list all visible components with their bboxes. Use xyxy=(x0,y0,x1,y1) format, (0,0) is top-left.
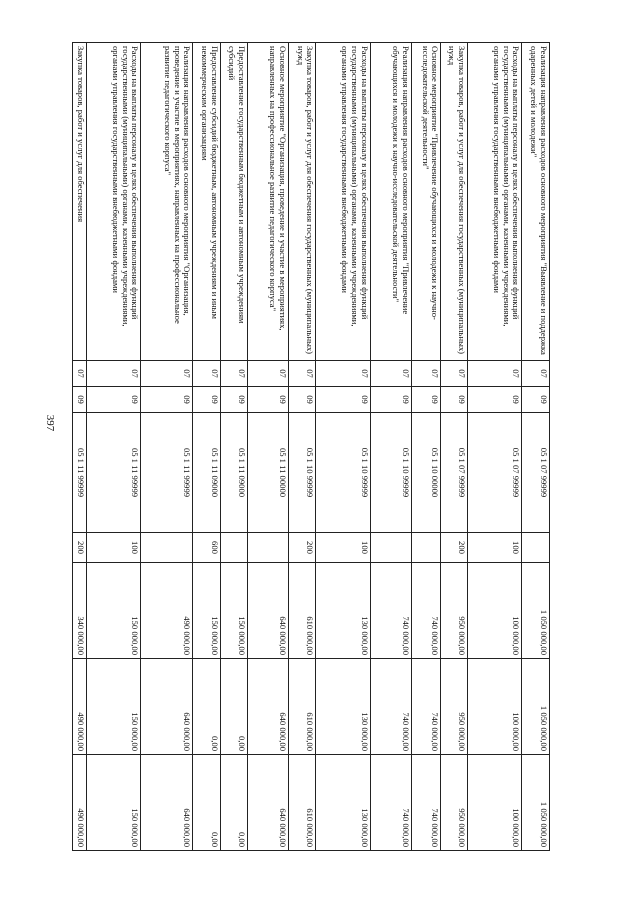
row-amount-1: 150 000,00 xyxy=(193,563,221,659)
row-amount-3: 100 000,00 xyxy=(468,755,522,851)
row-amount-2: 0,00 xyxy=(193,659,221,755)
row-name: Предоставление субсидий бюджетным, автономным учреждениям и иным некоммерческим организациям xyxy=(193,43,221,361)
row-name: Расходы на выплаты персоналу в целях обеспечения выполнения функций государственными (муниципальными) органами, казенными учреждениями, органами управления государственными внебюджетными фондами xyxy=(316,43,370,361)
row-section: 07 xyxy=(468,361,522,387)
row-amount-1: 950 000,00 xyxy=(441,563,468,659)
row-name: Реализация направления расходов основного мероприятия "Привлечение обучающихся и молодежи к научно-исследовательской деятельности" xyxy=(370,43,411,361)
row-amount-3: 150 000,00 xyxy=(87,755,141,851)
row-section: 07 xyxy=(141,361,193,387)
row-amount-2: 100 000,00 xyxy=(468,659,522,755)
row-section: 07 xyxy=(247,361,288,387)
row-amount-2: 950 000,00 xyxy=(441,659,468,755)
row-target-code: 05 1 07 99999 xyxy=(468,413,522,533)
row-amount-2: 640 000,00 xyxy=(247,659,288,755)
row-amount-3: 490 000,00 xyxy=(73,755,87,851)
row-section: 07 xyxy=(522,361,550,387)
table-row xyxy=(370,43,411,851)
row-target-code: 05 1 10 99999 xyxy=(316,413,370,533)
row-target-code: 05 1 07 99999 xyxy=(522,413,550,533)
table-row xyxy=(316,43,370,851)
row-amount-2: 1 050 000,00 xyxy=(522,659,550,755)
row-amount-1: 150 000,00 xyxy=(221,563,248,659)
row-target-code: 05 1 11 99999 xyxy=(73,413,87,533)
row-target-code: 05 1 11 99999 xyxy=(141,413,193,533)
row-subsection: 09 xyxy=(221,387,248,413)
row-subsection: 09 xyxy=(411,387,441,413)
row-amount-1: 150 000,00 xyxy=(87,563,141,659)
row-amount-2: 150 000,00 xyxy=(87,659,141,755)
row-subsection: 09 xyxy=(87,387,141,413)
row-expense-type: 200 xyxy=(288,533,316,563)
row-subsection: 09 xyxy=(73,387,87,413)
row-section: 07 xyxy=(87,361,141,387)
row-amount-2: 490 000,00 xyxy=(73,659,87,755)
table-row xyxy=(441,43,468,851)
row-section: 07 xyxy=(411,361,441,387)
row-name: Предоставление государственным бюджетным и автономным учреждениям субсидий xyxy=(221,43,248,361)
row-amount-3: 950 000,00 xyxy=(441,755,468,851)
row-name: Расходы на выплаты персоналу в целях обеспечения выполнения функций государственными (муниципальными) органами, казенными учреждениями, органами управления государственными внебюджетными фондами xyxy=(468,43,522,361)
table-row xyxy=(141,43,193,851)
rotated-page xyxy=(72,42,550,850)
table-row xyxy=(193,43,221,851)
row-name: Основное мероприятие "Организация, проведение и участие в мероприятиях, направленных на профессиональное развитие педагогического корпуса" xyxy=(247,43,288,361)
row-subsection: 09 xyxy=(522,387,550,413)
row-section: 07 xyxy=(221,361,248,387)
row-name: Закупка товаров, работ и услуг для обеспечения государственных (муниципальных) нужд xyxy=(441,43,468,361)
row-amount-3: 740 000,00 xyxy=(411,755,441,851)
row-name: Основное мероприятие "Привлечение обучающихся и молодежи к научно-исследовательской деятельности" xyxy=(411,43,441,361)
row-target-code: 05 1 10 00000 xyxy=(411,413,441,533)
row-name: Реализация направления расходов основного мероприятия "Организация, проведение и участие в мероприятиях, направленных на профессиональное развитие педагогического корпуса" xyxy=(141,43,193,361)
row-target-code: 05 1 11 09000 xyxy=(193,413,221,533)
row-subsection: 09 xyxy=(370,387,411,413)
row-expense-type xyxy=(411,533,441,563)
row-amount-1: 740 000,00 xyxy=(370,563,411,659)
row-expense-type xyxy=(370,533,411,563)
table-row xyxy=(73,43,87,851)
row-subsection: 09 xyxy=(316,387,370,413)
row-expense-type xyxy=(522,533,550,563)
row-amount-3: 1 050 000,00 xyxy=(522,755,550,851)
row-subsection: 09 xyxy=(141,387,193,413)
row-amount-3: 130 000,00 xyxy=(316,755,370,851)
row-name: Закупка товаров, работ и услуг для обеспечения государственных (муниципальных) нужд xyxy=(288,43,316,361)
table-row xyxy=(221,43,248,851)
row-section: 07 xyxy=(193,361,221,387)
row-amount-2: 130 000,00 xyxy=(316,659,370,755)
table-row xyxy=(468,43,522,851)
row-amount-3: 0,00 xyxy=(193,755,221,851)
table-row xyxy=(87,43,141,851)
row-expense-type: 200 xyxy=(441,533,468,563)
row-target-code: 05 1 10 99999 xyxy=(288,413,316,533)
row-section: 07 xyxy=(73,361,87,387)
row-name: Закупка товаров, работ и услуг для обеспечения xyxy=(73,43,87,361)
row-expense-type: 100 xyxy=(87,533,141,563)
table-body xyxy=(73,43,550,851)
row-section: 07 xyxy=(441,361,468,387)
row-name: Расходы на выплаты персоналу в целях обеспечения выполнения функций государственными (муниципальными) органами, казенными учреждениями, органами управления государственными внебюджетными фондами xyxy=(87,43,141,361)
table-row xyxy=(522,43,550,851)
row-expense-type: 200 xyxy=(73,533,87,563)
row-expense-type xyxy=(221,533,248,563)
row-section: 07 xyxy=(316,361,370,387)
row-section: 07 xyxy=(288,361,316,387)
row-amount-1: 610 000,00 xyxy=(288,563,316,659)
row-subsection: 09 xyxy=(441,387,468,413)
row-expense-type: 600 xyxy=(193,533,221,563)
row-section: 07 xyxy=(370,361,411,387)
page-number: 397 xyxy=(44,414,56,432)
table-row xyxy=(288,43,316,851)
row-amount-1: 340 000,00 xyxy=(73,563,87,659)
row-amount-1: 740 000,00 xyxy=(411,563,441,659)
row-amount-2: 740 000,00 xyxy=(370,659,411,755)
row-amount-3: 0,00 xyxy=(221,755,248,851)
row-amount-1: 490 000,00 xyxy=(141,563,193,659)
row-name: Реализация направления расходов основного мероприятия "Выявление и поддержка одаренных детей и молодежи" xyxy=(522,43,550,361)
row-subsection: 09 xyxy=(468,387,522,413)
row-amount-2: 0,00 xyxy=(221,659,248,755)
budget-table xyxy=(72,42,550,851)
row-target-code: 05 1 11 00000 xyxy=(247,413,288,533)
row-subsection: 09 xyxy=(193,387,221,413)
row-target-code: 05 1 11 09000 xyxy=(221,413,248,533)
row-target-code: 05 1 10 99999 xyxy=(370,413,411,533)
row-expense-type: 100 xyxy=(316,533,370,563)
row-amount-3: 640 000,00 xyxy=(247,755,288,851)
row-expense-type: 100 xyxy=(468,533,522,563)
row-target-code: 05 1 07 99999 xyxy=(441,413,468,533)
row-amount-2: 640 000,00 xyxy=(141,659,193,755)
row-expense-type xyxy=(247,533,288,563)
row-amount-3: 640 000,00 xyxy=(141,755,193,851)
row-amount-1: 130 000,00 xyxy=(316,563,370,659)
row-subsection: 09 xyxy=(288,387,316,413)
row-amount-1: 640 000,00 xyxy=(247,563,288,659)
row-target-code: 05 1 11 99999 xyxy=(87,413,141,533)
row-amount-2: 610 000,00 xyxy=(288,659,316,755)
row-amount-1: 100 000,00 xyxy=(468,563,522,659)
row-amount-3: 740 000,00 xyxy=(370,755,411,851)
table-row xyxy=(247,43,288,851)
row-expense-type xyxy=(141,533,193,563)
row-amount-2: 740 000,00 xyxy=(411,659,441,755)
row-amount-3: 610 000,00 xyxy=(288,755,316,851)
row-amount-1: 1 050 000,00 xyxy=(522,563,550,659)
row-subsection: 09 xyxy=(247,387,288,413)
table-row xyxy=(411,43,441,851)
